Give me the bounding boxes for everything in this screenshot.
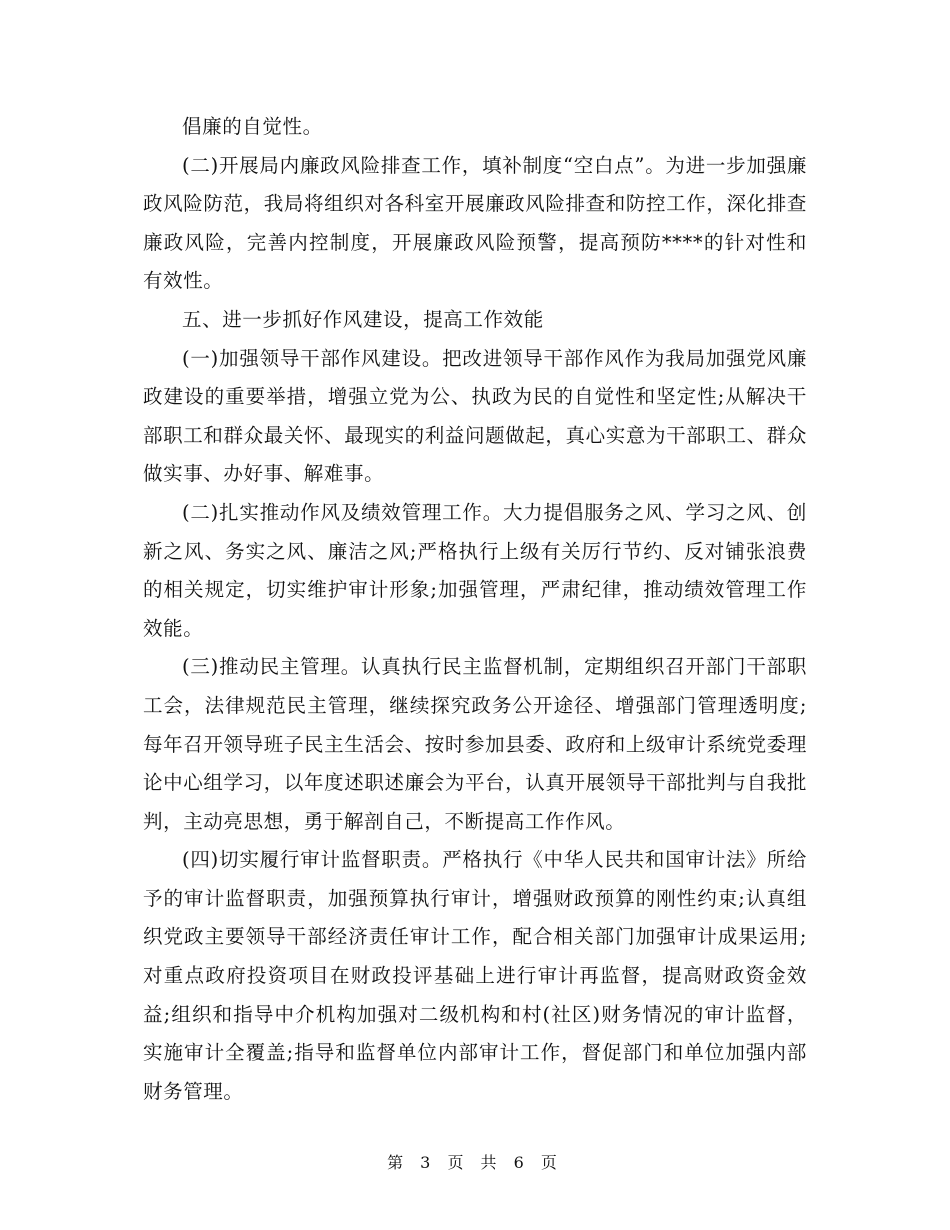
paragraph-continuation: 倡廉的自觉性。 — [182, 115, 323, 138]
document-body — [143, 108, 807, 1111]
section-heading-five: 五、进一步抓好作风建设，提高工作效能 — [182, 307, 544, 331]
paragraph-leadership-style: (一)加强领导干部作风建设。把改进领导干部作风作为我局加强党风廉政建设的重要举措，增强立党为公、执政为民的自觉性和坚定性;从解决干部职工和群众最关怀、最现实的利益问题做起，真心实意为干部职工、群众做实事、办好事、解难事。 — [143, 346, 807, 486]
paragraph-performance-management: (二)扎实推动作风及绩效管理工作。大力提倡服务之风、学习之风、创新之风、务实之风、廉洁之风;严格执行上级有关厉行节约、反对铺张浪费的相关规定，切实维护审计形象;加强管理，严肃纪律，推动绩效管理工作效能。 — [143, 500, 807, 640]
paragraph-democratic-management: (三)推动民主管理。认真执行民主监督机制，定期组织召开部门干部职工会，法律规范民主管理，继续探究政务公开途径、增强部门管理透明度;每年召开领导班子民主生活会、按时参加县委、政府和上级审计系统党委理论中心组学习，以年度述职述廉会为平台，认真开展领导干部批判与自我批判，主动亮思想，勇于解剖自己，不断提高工作作风。 — [143, 655, 807, 833]
page-number-footer: 第 3 页 共 6 页 — [387, 1153, 563, 1172]
paragraph-audit-duties: (四)切实履行审计监督职责。严格执行《中华人民共和国审计法》所给予的审计监督职责，加强预算执行审计，增强财政预算的刚性约束;认真组织党政主要领导干部经济责任审计工作，配合相关部门加强审计成果运用;对重点政府投资项目在财政投评基础上进行审计再监督，提高财政资金效益;组织和指导中介机构加强对二级机构和村(社区)财务情况的审计监督，实施审计全覆盖;指导和监督单位内部审计工作，督促部门和单位加强内部财务管理。 — [143, 848, 807, 1103]
paragraph-risk-screening: (二)开展局内廉政风险排查工作，填补制度“空白点”。为进一步加强廉政风险防范，我局将组织对各科室开展廉政风险排查和防控工作，深化排查廉政风险，完善内控制度，开展廉政风险预警，提高预防****的针对性和有效性。 — [143, 153, 807, 293]
